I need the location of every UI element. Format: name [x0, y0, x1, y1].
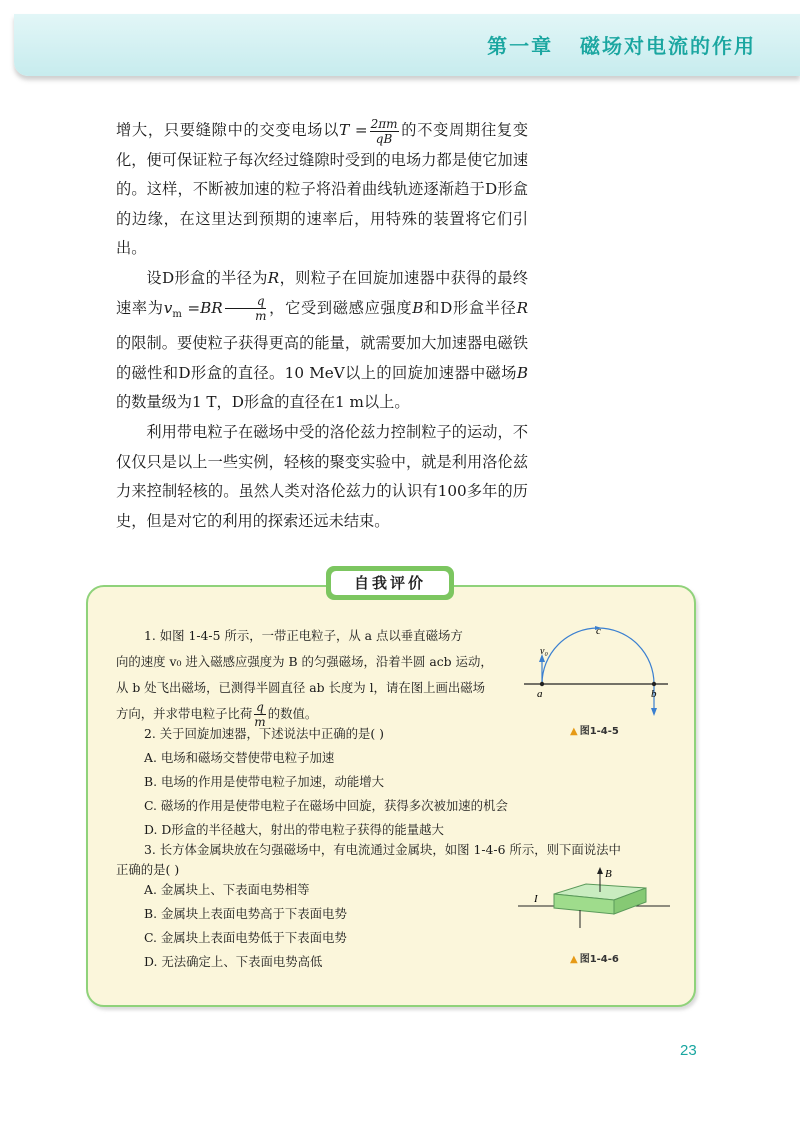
p1-text-start: 增大，只要缝隙中的交变电场以 [116, 121, 340, 139]
q1-line-4-start: 方向，并求带电粒子比荷 [116, 706, 253, 721]
q1-line-3: 从 b 处飞出磁场，已测得半圆直径 ab 长度为 l，请在图上画出磁场 [116, 680, 486, 695]
p2-text-d: 和D形盒半径 [423, 298, 517, 317]
p2-radius-symbol: R [267, 268, 280, 287]
p2-text-c: ，它受到磁感应强度 [268, 298, 413, 317]
q2-stem: 2. 关于回旋加速器，下述说法中正确的是( ) [144, 726, 385, 741]
figure-1-4-5 [524, 620, 674, 720]
triangle-icon: ▲ [570, 726, 578, 737]
q3-option-d: D. 无法确定上、下表面电势高低 [144, 954, 323, 969]
label-I: I [534, 893, 538, 905]
figure-1-4-5-caption-text: 图1-4-5 [579, 726, 619, 737]
chapter-title: 第一章 磁场对电流的作用 [487, 34, 756, 58]
exit-arrowhead [651, 708, 657, 716]
q3-stem-line-2: 正确的是( ) [116, 862, 180, 877]
page-number: 23 [680, 1042, 697, 1059]
q1-line-2: 向的速度 v₀ 进入磁感应强度为 B 的匀强磁场，沿着半圆 acb 运动， [116, 654, 493, 669]
figure-1-4-6-caption [570, 950, 619, 965]
paragraph-3: 利用带电粒子在磁场中受的洛伦兹力控制粒子的运动，不仅仅只是以上一些实例，轻核的聚变实验中，就是利用洛伦兹力来控制轻核的。虽然人类对洛伦兹力的认识有100多年的历史，但是对它的利用的探索还远未结束。 [116, 422, 528, 530]
p2-text-a: 设D形盒的半径为 [146, 268, 268, 287]
q3-option-c: C. 金属块上表面电势低于下表面电势 [144, 930, 347, 945]
q3-option-a: A. 金属块上、下表面电势相等 [144, 882, 310, 897]
p2-text-f: 的数量级为1 T，D形盒的直径在1 m以上。 [116, 393, 410, 412]
q1-fraction-numerator: q [256, 700, 264, 714]
q2-option-a: A. 电场和磁场交替使带电粒子加速 [144, 750, 335, 765]
p2-velocity-symbol: v [163, 298, 173, 317]
self-evaluation-tag [326, 566, 454, 600]
p2-text-e: 的限制。要使粒子获得更高的能量，就需要加大加速器电磁铁的磁性和D形盒的直径。10 MeV以上的回旋加速器中磁场 [116, 334, 528, 382]
triangle-icon: ▲ [570, 954, 578, 965]
p1-fraction-denominator: qB [375, 131, 393, 146]
figure-1-4-6 [514, 866, 674, 946]
p2-velocity-subscript: m [172, 308, 182, 320]
point-b [652, 682, 656, 686]
q1-line-1: 1. 如图 1-4-5 所示，一带正电粒子，从 a 点以垂直磁场方 [144, 628, 463, 643]
p2-fraction-numerator: q [225, 294, 267, 309]
q3-option-b: B. 金属块上表面电势高于下表面电势 [144, 906, 347, 921]
p1-text-end: 的不变周期往复变化，便可保证粒子每次经过缝隙时受到的电场力都是使它加速的。这样，不断被加速的粒子将沿着曲线轨迹逐渐趋于D形盒的边缘，在这里达到预期的速率后，用特殊的装置将它们引出。 [116, 121, 529, 258]
paragraph-2 [116, 264, 528, 418]
label-v0: v₀ [540, 646, 548, 657]
p2-field-symbol: B [412, 298, 424, 317]
self-evaluation-title: 自我评价 [331, 571, 449, 595]
q3-stem-line-1: 3. 长方体金属块放在匀强磁场中，有电流通过金属块，如图 1-4-6 所示，则下面说法中 [144, 842, 621, 857]
label-B: B [605, 868, 612, 880]
label-a: a [537, 688, 543, 700]
q2-option-d: D. D形盒的半径越大，射出的带电粒子获得的能量越大 [144, 822, 444, 837]
label-b: b [651, 688, 657, 700]
p1-fraction-numerator: 2πm [370, 116, 398, 131]
b-field-arrowhead [597, 867, 603, 874]
figure-1-4-5-caption [570, 722, 619, 737]
p2-fraction [225, 294, 267, 323]
q1-line-4-end: 的数值。 [267, 706, 318, 721]
paragraph-1 [116, 116, 528, 264]
p2-radius-symbol-2: R [516, 298, 529, 317]
p2-text-b: ，则粒子在回旋加速器中获得的最终速率为 [116, 268, 528, 317]
body-text [116, 116, 528, 536]
q1-fraction-denominator: m [254, 715, 266, 729]
p1-fraction [370, 117, 399, 146]
figure-1-4-6-caption-text: 图1-4-6 [579, 954, 619, 965]
p2-field-symbol-2: B [516, 363, 528, 382]
label-c: c [596, 625, 601, 637]
q2-option-c: C. 磁场的作用是使带电粒子在磁场中回旋，获得多次被加速的机会 [144, 798, 508, 813]
p2-fraction-denominator: m [255, 309, 267, 324]
q2-option-b: B. 电场的作用是使带电粒子加速，动能增大 [144, 774, 385, 789]
p2-equation: =BR [181, 298, 223, 317]
point-a [540, 682, 544, 686]
p1-period-symbol: T = [339, 121, 368, 139]
